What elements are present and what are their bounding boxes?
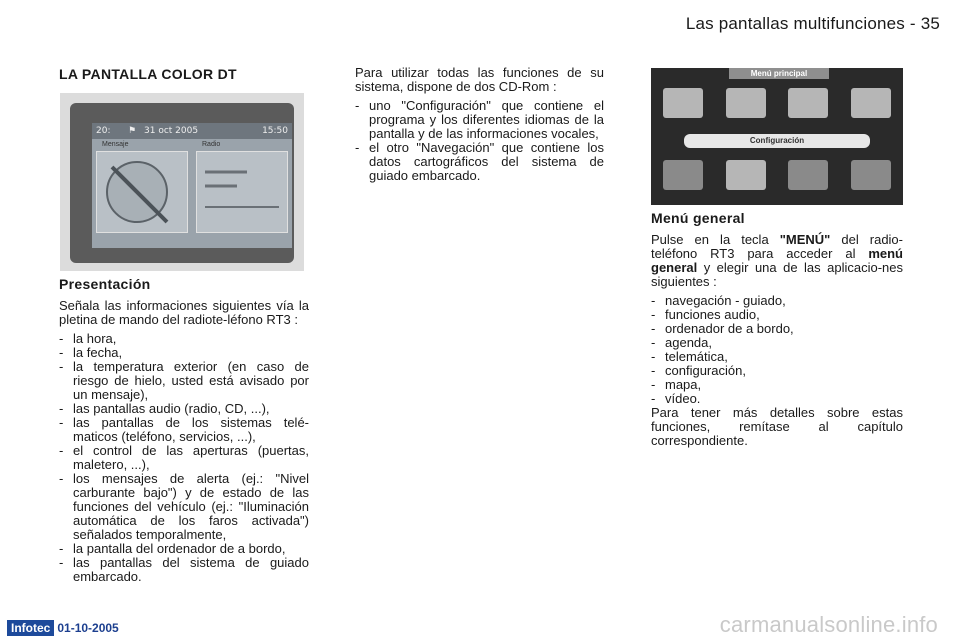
agenda-icon — [851, 88, 891, 118]
display-time-left: 20: — [96, 126, 111, 136]
list-item: - mapa, — [651, 378, 903, 392]
list-item: - el otro "Navegación" que contiene los datos cartográficos del sistema de guiado embarcado. — [355, 141, 604, 183]
radio-lines-icon — [197, 152, 287, 232]
video-icon — [851, 160, 891, 190]
footer — [7, 620, 119, 636]
list-item: - ordenador de a bordo, — [651, 322, 903, 336]
menu-selected-label: Configuración — [684, 134, 870, 148]
display-radio-pane — [196, 151, 288, 233]
list-item: - las pantallas del sistema de guiado embarcado. — [59, 556, 309, 584]
display-right-pane-title: Radio — [202, 141, 221, 148]
list-item: - los mensajes de alerta (ej.: "Nivel carburante bajo") y de estado de las funciones del vehículo (ej.: "Iluminación automática de los faros activada") señalados temporalmente, — [59, 472, 309, 542]
list-item: - uno "Configuración" que contiene el programa y los diferentes idiomas de la pantalla y de las informaciones vocales, — [355, 99, 604, 141]
list-item: - la fecha, — [59, 346, 309, 360]
page-header-title: Las pantallas multifunciones - 35 — [685, 14, 940, 33]
configuration-icon — [726, 160, 766, 190]
list-item: - funciones audio, — [651, 308, 903, 322]
intro-text: y elegir una de las aplicacio-nes siguientes : — [651, 260, 903, 289]
audio-cd-icon — [726, 88, 766, 118]
map-icon — [788, 160, 828, 190]
cdrom-intro: Para utilizar todas las funciones de su sistema, dispone de dos CD-Rom : — [355, 65, 604, 94]
list-item: - las pantallas audio (radio, CD, ...), — [59, 402, 309, 416]
list-item: - la hora, — [59, 332, 309, 346]
menu-icon-row-top — [663, 88, 891, 118]
application-list — [651, 294, 903, 406]
general-menu-heading: Menú general — [651, 210, 745, 226]
list-item: - la temperatura exterior (en caso de riesgo de hielo, usted está avisado por un mensaje), — [59, 360, 309, 402]
list-item: - la pantalla del ordenador de a bordo, — [59, 542, 309, 556]
menu-title: Menú principal — [729, 68, 829, 79]
list-item: - vídeo. — [651, 392, 903, 406]
cdrom-list — [355, 99, 604, 183]
display-status-bar — [92, 123, 292, 139]
presentation-intro: Señala las informaciones siguientes vía la pletina de mando del radiote-léfono RT3 : — [59, 298, 309, 327]
presentation-list — [59, 332, 309, 584]
list-item: - telemática, — [651, 350, 903, 364]
list-item: - las pantallas de los sistemas telé-maticos (teléfono, servicios, ...), — [59, 416, 309, 444]
presentation-section — [59, 277, 309, 584]
display-screen — [92, 123, 292, 248]
middle-column — [355, 66, 604, 183]
list-item: - configuración, — [651, 364, 903, 378]
left-column — [59, 67, 309, 81]
color-screen-photo — [60, 93, 304, 271]
flag-icon: ⚑ — [128, 126, 137, 136]
display-date: 31 oct 2005 — [144, 126, 199, 136]
display-map-pane — [96, 151, 188, 233]
presentation-heading: Presentación — [59, 276, 151, 292]
list-item: - el control de las aperturas (puertas, maletero, ...), — [59, 444, 309, 472]
main-menu-screenshot — [651, 68, 903, 205]
display-left-pane-title: Mensaje — [102, 141, 129, 148]
map-road-icon — [97, 152, 187, 232]
navigation-icon — [663, 88, 703, 118]
list-item: - navegación - guiado, — [651, 294, 903, 308]
computer-icon — [788, 88, 828, 118]
intro-text: Pulse en la tecla — [651, 232, 780, 247]
general-menu-term: menú general — [651, 246, 903, 275]
menu-key-label: "MENÚ" — [779, 232, 831, 247]
telematics-icon — [663, 160, 703, 190]
screen-bezel — [70, 103, 294, 263]
list-item: - agenda, — [651, 336, 903, 350]
infotec-logo: Infotec — [7, 620, 54, 636]
display-clock: 15:50 — [262, 126, 288, 136]
watermark: carmanualsonline.info — [719, 612, 938, 637]
general-menu-section — [651, 211, 903, 448]
menu-icon-row-bottom — [663, 160, 891, 190]
section-heading: LA PANTALLA COLOR DT — [59, 66, 237, 82]
footer-date: 01-10-2005 — [57, 621, 119, 635]
intro-text: del radio-teléfono RT3 para acceder al — [651, 232, 903, 261]
general-menu-outro: Para tener más detalles sobre estas funciones, remítase al capítulo correspondiente. — [651, 405, 903, 448]
general-menu-intro — [651, 233, 903, 289]
